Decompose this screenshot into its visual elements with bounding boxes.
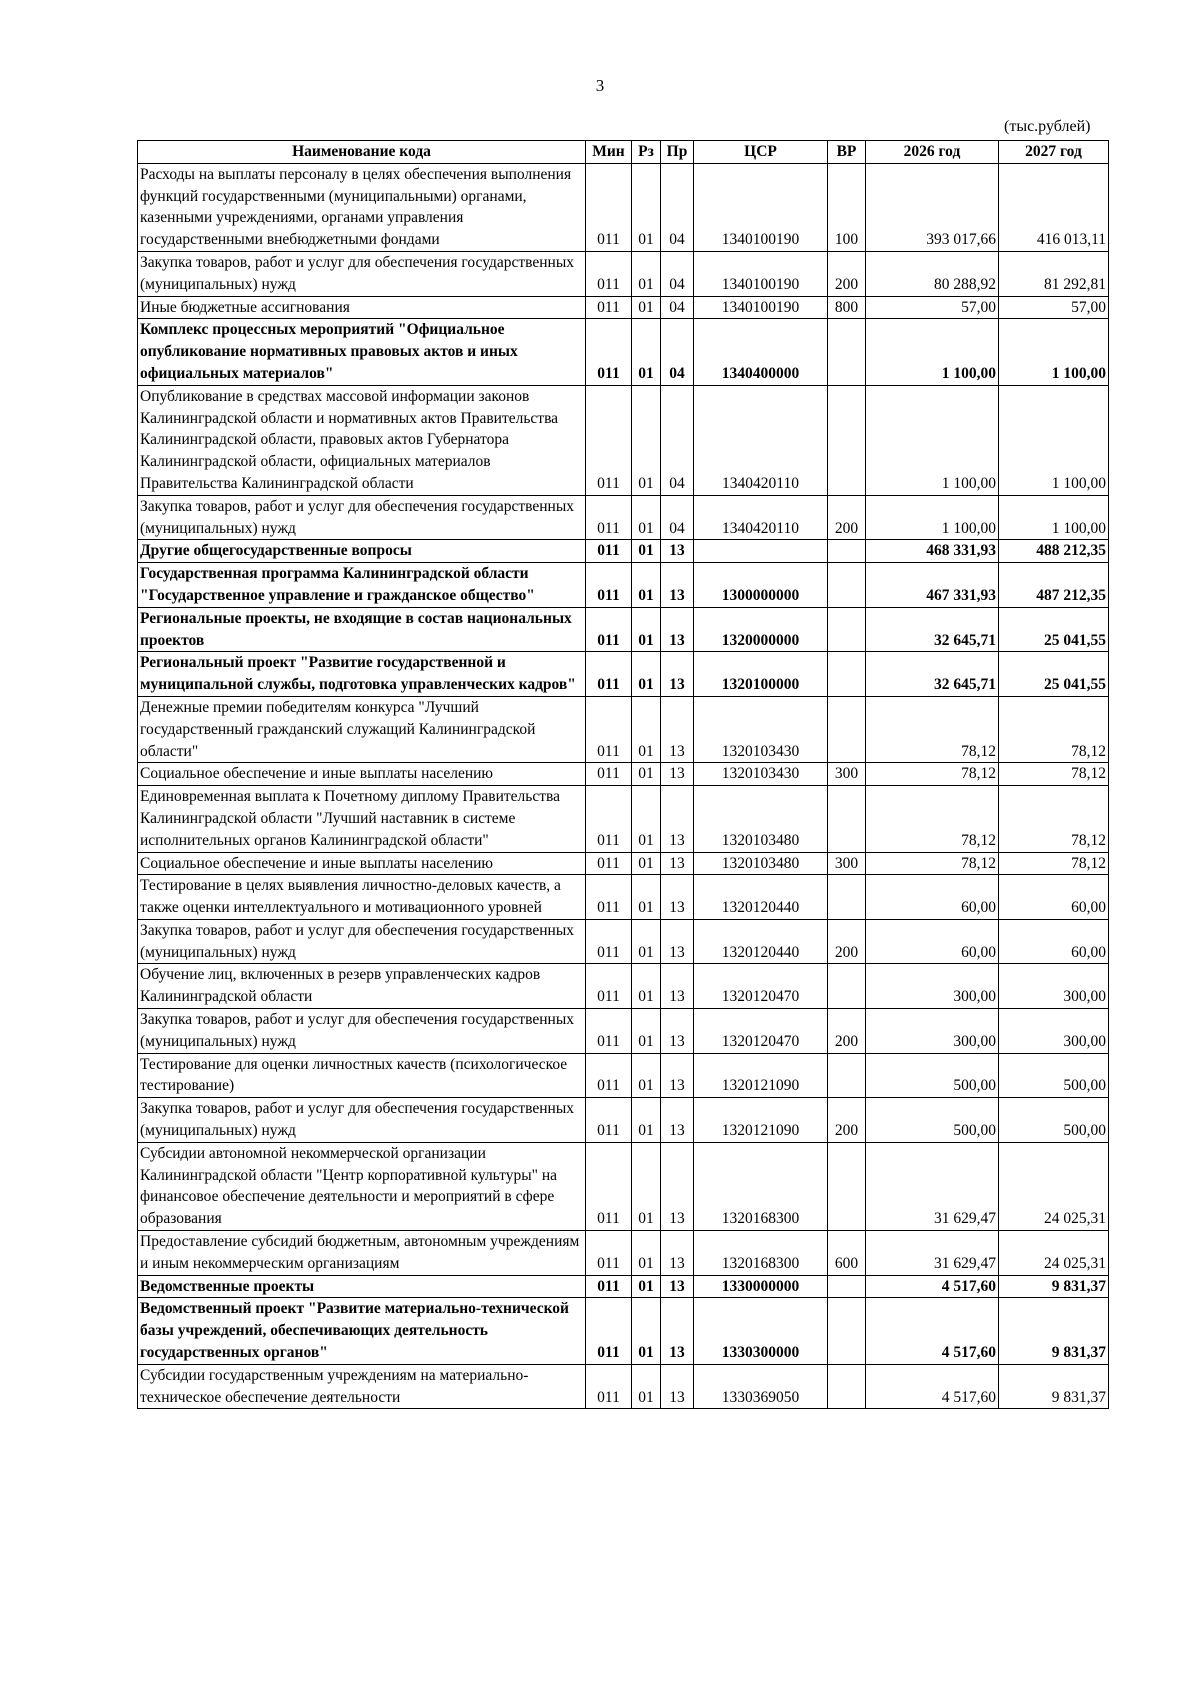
row-csr: 1320103430 (694, 696, 828, 762)
row-vr: 600 (828, 1231, 866, 1276)
row-2026: 468 331,93 (866, 540, 999, 563)
row-pr: 04 (661, 296, 694, 319)
row-pr: 04 (661, 495, 694, 540)
row-2026: 32 645,71 (866, 607, 999, 652)
row-pr: 04 (661, 163, 694, 251)
table-row (138, 251, 1109, 296)
row-2026: 60,00 (866, 875, 999, 920)
row-vr (828, 1364, 866, 1409)
row-2026: 78,12 (866, 852, 999, 875)
row-name: Иные бюджетные ассигнования (138, 296, 586, 319)
row-csr: 1320168300 (694, 1231, 828, 1276)
row-csr: 1320103480 (694, 852, 828, 875)
row-name: Расходы на выплаты персоналу в целях обеспечения выполнения функций государственными (муниципальными) органами, казенными учреждениями, органами управления государственными внебюджетными фондами (138, 163, 586, 251)
row-pr: 13 (661, 1009, 694, 1054)
table-row (138, 763, 1109, 786)
row-min: 011 (586, 1098, 632, 1143)
header-name: Наименование кода (138, 141, 586, 164)
row-name: Региональный проект "Развитие государственной и муниципальной службы, подготовка управленческих кадров" (138, 652, 586, 697)
row-2026: 80 288,92 (866, 251, 999, 296)
row-min: 011 (586, 919, 632, 964)
page-number: 3 (595, 76, 605, 95)
row-2026: 393 017,66 (866, 163, 999, 251)
row-min: 011 (586, 607, 632, 652)
row-name: Закупка товаров, работ и услуг для обеспечения государственных (муниципальных) нужд (138, 1009, 586, 1054)
table-row (138, 163, 1109, 251)
row-2026: 60,00 (866, 919, 999, 964)
row-2027: 78,12 (999, 763, 1109, 786)
row-name: Предоставление субсидий бюджетным, автономным учреждениям и иным некоммерческим организациям (138, 1231, 586, 1276)
row-csr: 1340100190 (694, 296, 828, 319)
row-2026: 1 100,00 (866, 319, 999, 385)
header-2026: 2026 год (866, 141, 999, 164)
row-rz: 01 (632, 875, 661, 920)
row-2027: 500,00 (999, 1053, 1109, 1098)
row-vr (828, 385, 866, 495)
row-min: 011 (586, 1298, 632, 1364)
row-name: Тестирование в целях выявления личностно-деловых качеств, а также оценки интеллектуального и мотивационного уровней (138, 875, 586, 920)
row-vr: 200 (828, 251, 866, 296)
table-row (138, 1098, 1109, 1143)
row-rz: 01 (632, 1009, 661, 1054)
row-name: Денежные премии победителям конкурса "Лучший государственный гражданский служащий Калининградской области" (138, 696, 586, 762)
row-rz: 01 (632, 296, 661, 319)
row-csr: 1340400000 (694, 319, 828, 385)
table-row (138, 919, 1109, 964)
table-row (138, 1364, 1109, 1409)
row-csr: 1320103430 (694, 763, 828, 786)
row-pr: 13 (661, 1098, 694, 1143)
row-name: Субсидии автономной некоммерческой организации Калининградской области "Центр корпоративной культуры" на финансовое обеспечение деятельности и мероприятий в сфере образования (138, 1142, 586, 1230)
row-pr: 04 (661, 251, 694, 296)
row-rz: 01 (632, 607, 661, 652)
row-name: Социальное обеспечение и иные выплаты населению (138, 763, 586, 786)
row-min: 011 (586, 385, 632, 495)
row-2026: 31 629,47 (866, 1142, 999, 1230)
table-row (138, 852, 1109, 875)
row-vr: 100 (828, 163, 866, 251)
units-label: (тыс.рублей) (1004, 118, 1091, 135)
row-min: 011 (586, 1364, 632, 1409)
row-csr: 1320100000 (694, 652, 828, 697)
row-2027: 78,12 (999, 696, 1109, 762)
row-2027: 416 013,11 (999, 163, 1109, 251)
row-vr (828, 964, 866, 1009)
table-row (138, 296, 1109, 319)
table-row (138, 1009, 1109, 1054)
row-rz: 01 (632, 385, 661, 495)
row-2027: 25 041,55 (999, 607, 1109, 652)
row-2027: 24 025,31 (999, 1231, 1109, 1276)
table-row (138, 495, 1109, 540)
row-vr: 200 (828, 919, 866, 964)
row-vr (828, 319, 866, 385)
table-row (138, 1231, 1109, 1276)
table-row (138, 385, 1109, 495)
row-name: Социальное обеспечение и иные выплаты населению (138, 852, 586, 875)
row-vr: 800 (828, 296, 866, 319)
table-row (138, 875, 1109, 920)
row-vr (828, 786, 866, 852)
row-2026: 78,12 (866, 786, 999, 852)
header-rz: Рз (632, 141, 661, 164)
row-2026: 4 517,60 (866, 1275, 999, 1298)
row-rz: 01 (632, 1275, 661, 1298)
header-min: Мин (586, 141, 632, 164)
row-2027: 1 100,00 (999, 495, 1109, 540)
row-name: Ведомственные проекты (138, 1275, 586, 1298)
row-csr: 1320120470 (694, 964, 828, 1009)
table-row (138, 319, 1109, 385)
row-pr: 13 (661, 563, 694, 608)
table-row (138, 1275, 1109, 1298)
row-2027: 500,00 (999, 1098, 1109, 1143)
row-min: 011 (586, 1009, 632, 1054)
row-name: Закупка товаров, работ и услуг для обеспечения государственных (муниципальных) нужд (138, 919, 586, 964)
row-pr: 13 (661, 875, 694, 920)
row-2026: 78,12 (866, 696, 999, 762)
row-min: 011 (586, 296, 632, 319)
row-pr: 13 (661, 696, 694, 762)
row-pr: 04 (661, 385, 694, 495)
row-2027: 9 831,37 (999, 1298, 1109, 1364)
row-name: Субсидии государственным учреждениям на материально-техническое обеспечение деятельности (138, 1364, 586, 1409)
row-rz: 01 (632, 1364, 661, 1409)
table-row (138, 1142, 1109, 1230)
row-min: 011 (586, 1275, 632, 1298)
row-2026: 4 517,60 (866, 1298, 999, 1364)
row-rz: 01 (632, 1298, 661, 1364)
row-rz: 01 (632, 763, 661, 786)
row-csr: 1320103480 (694, 786, 828, 852)
row-min: 011 (586, 786, 632, 852)
row-csr: 1320121090 (694, 1053, 828, 1098)
row-name: Региональные проекты, не входящие в состав национальных проектов (138, 607, 586, 652)
row-csr: 1300000000 (694, 563, 828, 608)
header-2027: 2027 год (999, 141, 1109, 164)
row-rz: 01 (632, 319, 661, 385)
row-rz: 01 (632, 652, 661, 697)
row-csr: 1320120440 (694, 875, 828, 920)
row-2026: 32 645,71 (866, 652, 999, 697)
row-name: Закупка товаров, работ и услуг для обеспечения государственных (муниципальных) нужд (138, 495, 586, 540)
row-min: 011 (586, 763, 632, 786)
row-min: 011 (586, 652, 632, 697)
row-2026: 31 629,47 (866, 1231, 999, 1276)
row-pr: 13 (661, 1142, 694, 1230)
table-row (138, 964, 1109, 1009)
header-vr: ВР (828, 141, 866, 164)
row-csr (694, 540, 828, 563)
row-csr: 1320000000 (694, 607, 828, 652)
table-row (138, 786, 1109, 852)
row-rz: 01 (632, 1098, 661, 1143)
row-name: Другие общегосударственные вопросы (138, 540, 586, 563)
row-vr (828, 1142, 866, 1230)
row-2027: 25 041,55 (999, 652, 1109, 697)
row-min: 011 (586, 1231, 632, 1276)
row-vr (828, 875, 866, 920)
row-pr: 13 (661, 540, 694, 563)
row-rz: 01 (632, 852, 661, 875)
row-2026: 300,00 (866, 1009, 999, 1054)
row-rz: 01 (632, 964, 661, 1009)
row-2027: 300,00 (999, 1009, 1109, 1054)
row-csr: 1330369050 (694, 1364, 828, 1409)
row-vr: 300 (828, 763, 866, 786)
table-row (138, 607, 1109, 652)
row-2026: 500,00 (866, 1098, 999, 1143)
header-pr: Пр (661, 141, 694, 164)
table-row (138, 1298, 1109, 1364)
row-csr: 1340420110 (694, 385, 828, 495)
table-body (138, 163, 1109, 1409)
row-vr (828, 652, 866, 697)
row-min: 011 (586, 495, 632, 540)
row-min: 011 (586, 540, 632, 563)
row-pr: 13 (661, 607, 694, 652)
row-min: 011 (586, 852, 632, 875)
row-csr: 1340100190 (694, 251, 828, 296)
row-rz: 01 (632, 563, 661, 608)
header-csr: ЦСР (694, 141, 828, 164)
row-csr: 1320120440 (694, 919, 828, 964)
row-2027: 487 212,35 (999, 563, 1109, 608)
row-2027: 300,00 (999, 964, 1109, 1009)
row-2027: 1 100,00 (999, 319, 1109, 385)
row-2026: 300,00 (866, 964, 999, 1009)
table-row (138, 1053, 1109, 1098)
row-rz: 01 (632, 1142, 661, 1230)
row-2026: 467 331,93 (866, 563, 999, 608)
row-vr: 200 (828, 495, 866, 540)
row-min: 011 (586, 696, 632, 762)
row-name: Закупка товаров, работ и услуг для обеспечения государственных (муниципальных) нужд (138, 1098, 586, 1143)
row-min: 011 (586, 251, 632, 296)
row-name: Единовременная выплата к Почетному диплому Правительства Калининградской области "Лучший наставник в системе исполнительных органов Калининградской области" (138, 786, 586, 852)
row-2027: 60,00 (999, 875, 1109, 920)
row-csr: 1330300000 (694, 1298, 828, 1364)
row-pr: 04 (661, 319, 694, 385)
row-vr (828, 607, 866, 652)
row-pr: 13 (661, 1275, 694, 1298)
budget-table (137, 140, 1109, 1409)
row-name: Ведомственный проект "Развитие материально-технической базы учреждений, обеспечивающих деятельность государственных органов" (138, 1298, 586, 1364)
row-2027: 57,00 (999, 296, 1109, 319)
table-row (138, 563, 1109, 608)
table-row (138, 696, 1109, 762)
row-2026: 78,12 (866, 763, 999, 786)
row-csr: 1330000000 (694, 1275, 828, 1298)
row-vr: 300 (828, 852, 866, 875)
row-csr: 1320120470 (694, 1009, 828, 1054)
row-min: 011 (586, 964, 632, 1009)
row-2027: 9 831,37 (999, 1275, 1109, 1298)
row-rz: 01 (632, 540, 661, 563)
row-2027: 24 025,31 (999, 1142, 1109, 1230)
row-csr: 1320121090 (694, 1098, 828, 1143)
row-vr (828, 1053, 866, 1098)
row-csr: 1340100190 (694, 163, 828, 251)
row-vr (828, 1298, 866, 1364)
row-name: Обучение лиц, включенных в резерв управленческих кадров Калининградской области (138, 964, 586, 1009)
row-vr: 200 (828, 1009, 866, 1054)
row-2027: 78,12 (999, 786, 1109, 852)
row-2027: 9 831,37 (999, 1364, 1109, 1409)
row-pr: 13 (661, 763, 694, 786)
row-rz: 01 (632, 786, 661, 852)
row-rz: 01 (632, 919, 661, 964)
table-row (138, 540, 1109, 563)
row-csr: 1320168300 (694, 1142, 828, 1230)
row-name: Опубликование в средствах массовой информации законов Калининградской области и нормативных актов Правительства Калининградской области, правовых актов Губернатора Калининградской области, официальных материалов Правительства Калининградской области (138, 385, 586, 495)
row-2027: 488 212,35 (999, 540, 1109, 563)
row-name: Государственная программа Калининградской области "Государственное управление и гражданское общество" (138, 563, 586, 608)
row-name: Комплекс процессных мероприятий "Официальное опубликование нормативных правовых актов и иных официальных материалов" (138, 319, 586, 385)
row-pr: 13 (661, 852, 694, 875)
row-2026: 4 517,60 (866, 1364, 999, 1409)
table-header-row (138, 141, 1109, 164)
row-pr: 13 (661, 919, 694, 964)
row-rz: 01 (632, 495, 661, 540)
row-vr: 200 (828, 1098, 866, 1143)
row-min: 011 (586, 1142, 632, 1230)
row-csr: 1340420110 (694, 495, 828, 540)
row-min: 011 (586, 319, 632, 385)
row-2027: 60,00 (999, 919, 1109, 964)
row-rz: 01 (632, 251, 661, 296)
row-2026: 500,00 (866, 1053, 999, 1098)
row-2026: 1 100,00 (866, 385, 999, 495)
row-rz: 01 (632, 1231, 661, 1276)
row-min: 011 (586, 875, 632, 920)
row-pr: 13 (661, 1298, 694, 1364)
row-rz: 01 (632, 1053, 661, 1098)
row-2027: 78,12 (999, 852, 1109, 875)
row-vr (828, 540, 866, 563)
row-vr (828, 1275, 866, 1298)
row-2027: 81 292,81 (999, 251, 1109, 296)
row-vr (828, 563, 866, 608)
row-min: 011 (586, 163, 632, 251)
row-rz: 01 (632, 163, 661, 251)
row-2026: 1 100,00 (866, 495, 999, 540)
row-name: Закупка товаров, работ и услуг для обеспечения государственных (муниципальных) нужд (138, 251, 586, 296)
row-pr: 13 (661, 786, 694, 852)
row-pr: 13 (661, 1364, 694, 1409)
row-rz: 01 (632, 696, 661, 762)
row-min: 011 (586, 1053, 632, 1098)
row-pr: 13 (661, 964, 694, 1009)
row-min: 011 (586, 563, 632, 608)
row-pr: 13 (661, 1231, 694, 1276)
row-pr: 13 (661, 652, 694, 697)
table-row (138, 652, 1109, 697)
row-vr (828, 696, 866, 762)
row-2027: 1 100,00 (999, 385, 1109, 495)
row-pr: 13 (661, 1053, 694, 1098)
row-2026: 57,00 (866, 296, 999, 319)
row-name: Тестирование для оценки личностных качеств (психологическое тестирование) (138, 1053, 586, 1098)
